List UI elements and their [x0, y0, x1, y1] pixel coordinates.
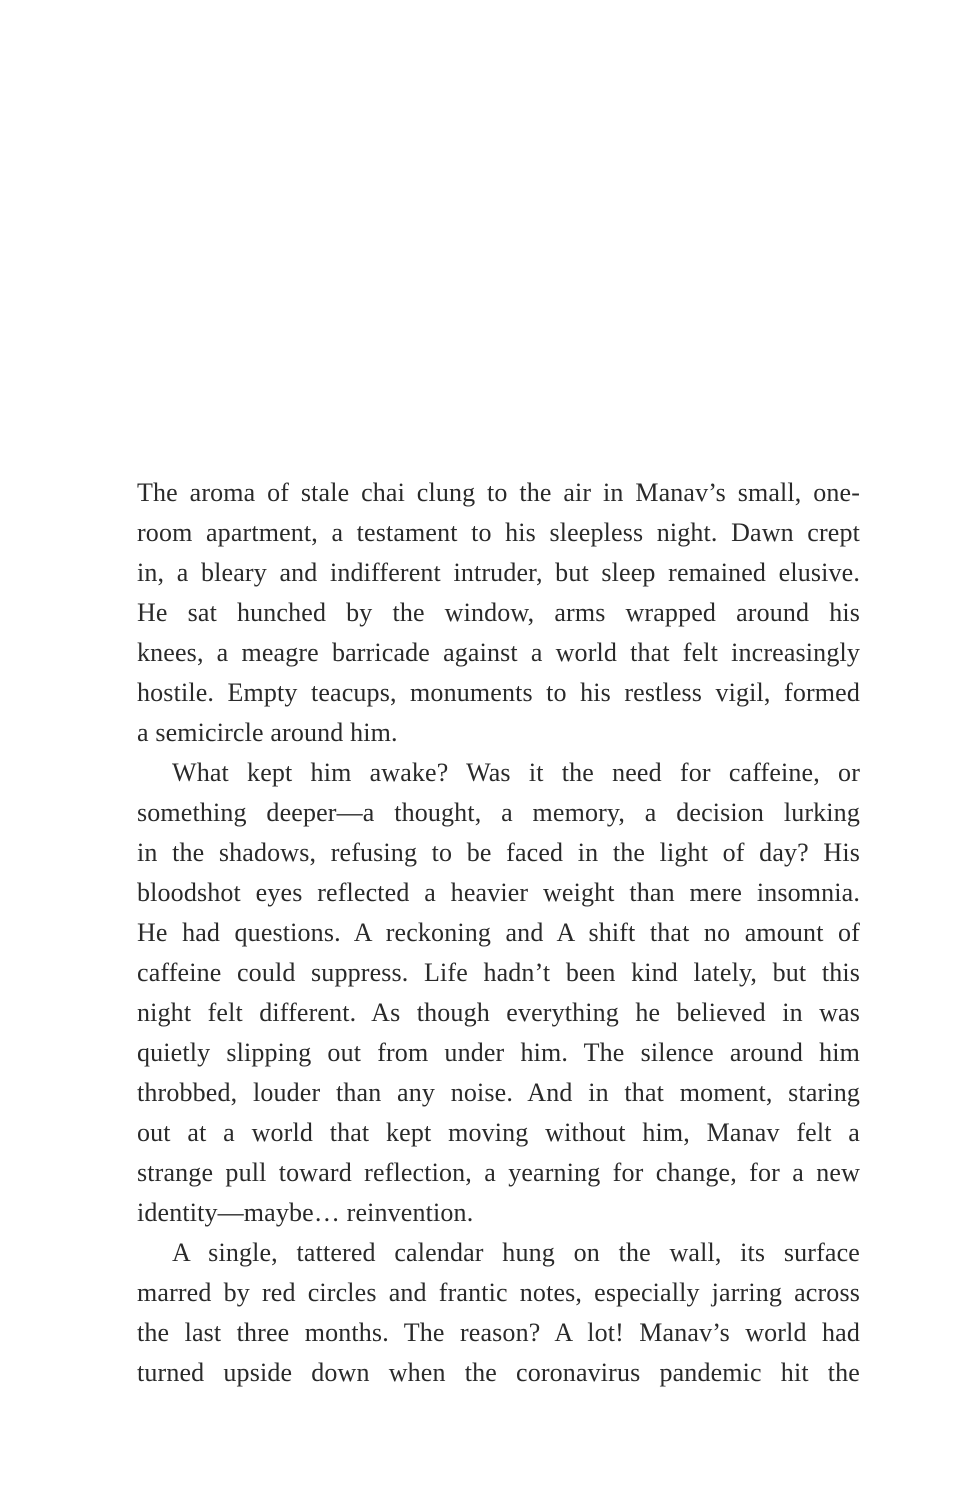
paragraph-2-line-7: night felt different. As though everything he believed in was: [137, 998, 860, 1027]
paragraph-2-line-2: something deeper—a thought, a memory, a decision lurking: [137, 798, 860, 827]
paragraph-3-line-4: turned upside down when the coronavirus pandemic hit the: [137, 1358, 860, 1387]
paragraph-3-line-2: marred by red circles and frantic notes, especially jarring across: [137, 1278, 860, 1307]
paragraph-3-line-1: A single, tattered calendar hung on the wall, its surface: [172, 1238, 860, 1267]
paragraph-2-line-10: out at a world that kept moving without him, Manav felt a: [137, 1118, 860, 1147]
paragraph-2-line-8: quietly slipping out from under him. The silence around him: [137, 1038, 860, 1067]
paragraph-1-line-4: He sat hunched by the window, arms wrapped around his: [137, 598, 860, 627]
paragraph-2-line-4: bloodshot eyes reflected a heavier weight than mere insomnia.: [137, 878, 860, 907]
paragraph-2-line-1: What kept him awake? Was it the need for caffeine, or: [172, 758, 860, 787]
paragraph-3-line-3: the last three months. The reason? A lot! Manav’s world had: [137, 1318, 860, 1347]
body-text: [137, 473, 860, 1393]
paragraph-1-line-1: The aroma of stale chai clung to the air in Manav’s small, one-: [137, 478, 860, 507]
paragraph-2-line-3: in the shadows, refusing to be faced in the light of day? His: [137, 838, 860, 867]
paragraph-1-line-3: in, a bleary and indifferent intruder, but sleep remained elusive.: [137, 558, 860, 587]
paragraph-1-line-5: knees, a meagre barricade against a world that felt increasingly: [137, 638, 860, 667]
paragraph-1-line-6: hostile. Empty teacups, monuments to his restless vigil, formed: [137, 678, 860, 707]
paragraph-2-line-12: identity—maybe… reinvention.: [137, 1198, 474, 1227]
paragraph-1-line-7: a semicircle around him.: [137, 718, 398, 747]
paragraph-1-line-2: room apartment, a testament to his sleepless night. Dawn crept: [137, 518, 860, 547]
paragraph-2-line-6: caffeine could suppress. Life hadn’t been kind lately, but this: [137, 958, 860, 987]
paragraph-2-line-11: strange pull toward reflection, a yearning for change, for a new: [137, 1158, 860, 1187]
paragraph-2-line-5: He had questions. A reckoning and A shift that no amount of: [137, 918, 860, 947]
paragraph-2-line-9: throbbed, louder than any noise. And in that moment, staring: [137, 1078, 860, 1107]
